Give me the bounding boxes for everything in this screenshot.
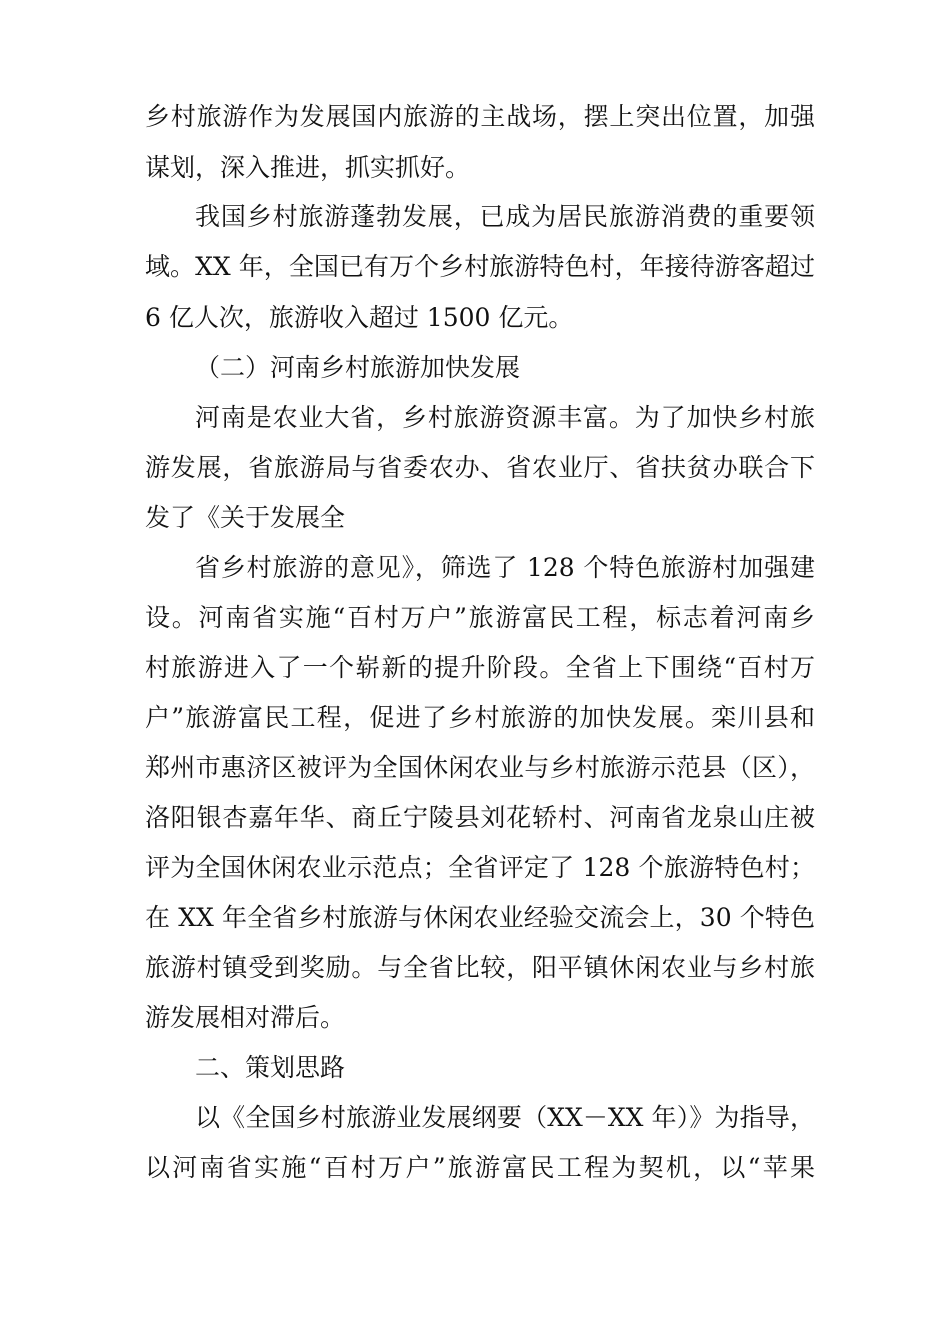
text-line: 游发展相对滞后。 <box>145 1003 346 1032</box>
text-line: 域。XX 年，全国已有万个乡村旅游特色村，年接待游客超过 <box>145 252 815 281</box>
text-line: 以《全国乡村旅游业发展纲要（XX－XX 年）》为指导， <box>195 1103 815 1132</box>
text-line: 河南是农业大省，乡村旅游资源丰富。为了加快乡村旅 <box>195 403 815 432</box>
text-line: 评为全国休闲农业示范点；全省评定了 128 个旅游特色村； <box>145 853 815 882</box>
text-line: 省乡村旅游的意见》，筛选了 128 个特色旅游村加强建 <box>195 553 815 582</box>
text-line: 我国乡村旅游蓬勃发展，已成为居民旅游消费的重要领 <box>195 202 815 231</box>
text-line: 洛阳银杏嘉年华、商丘宁陵县刘花轿村、河南省龙泉山庄被 <box>145 803 815 832</box>
text-line: 以河南省实施“百村万户”旅游富民工程为契机，以“苹果 <box>145 1153 815 1182</box>
text-line: 户”旅游富民工程，促进了乡村旅游的加快发展。栾川县和 <box>145 703 815 732</box>
text-line: 旅游村镇受到奖励。与全省比较，阳平镇休闲农业与乡村旅 <box>145 953 815 982</box>
text-line: 6 亿人次，旅游收入超过 1500 亿元。 <box>145 303 574 332</box>
text-line: 游发展，省旅游局与省委农办、省农业厅、省扶贫办联合下 <box>145 453 815 482</box>
text-line: （二）河南乡村旅游加快发展 <box>195 353 521 382</box>
text-line: 发了《关于发展全 <box>145 503 346 532</box>
text-line: 设。河南省实施“百村万户”旅游富民工程，标志着河南乡 <box>145 603 815 632</box>
text-line: 乡村旅游作为发展国内旅游的主战场，摆上突出位置，加强 <box>145 102 815 131</box>
text-line: 在 XX 年全省乡村旅游与休闲农业经验交流会上，30 个特色 <box>145 903 815 932</box>
text-line: 谋划，深入推进，抓实抓好。 <box>145 153 471 182</box>
text-line: 村旅游进入了一个崭新的提升阶段。全省上下围绕“百村万 <box>145 653 815 682</box>
text-line: 二、策划思路 <box>195 1053 346 1082</box>
text-line: 郑州市惠济区被评为全国休闲农业与乡村旅游示范县（区）， <box>145 753 815 782</box>
